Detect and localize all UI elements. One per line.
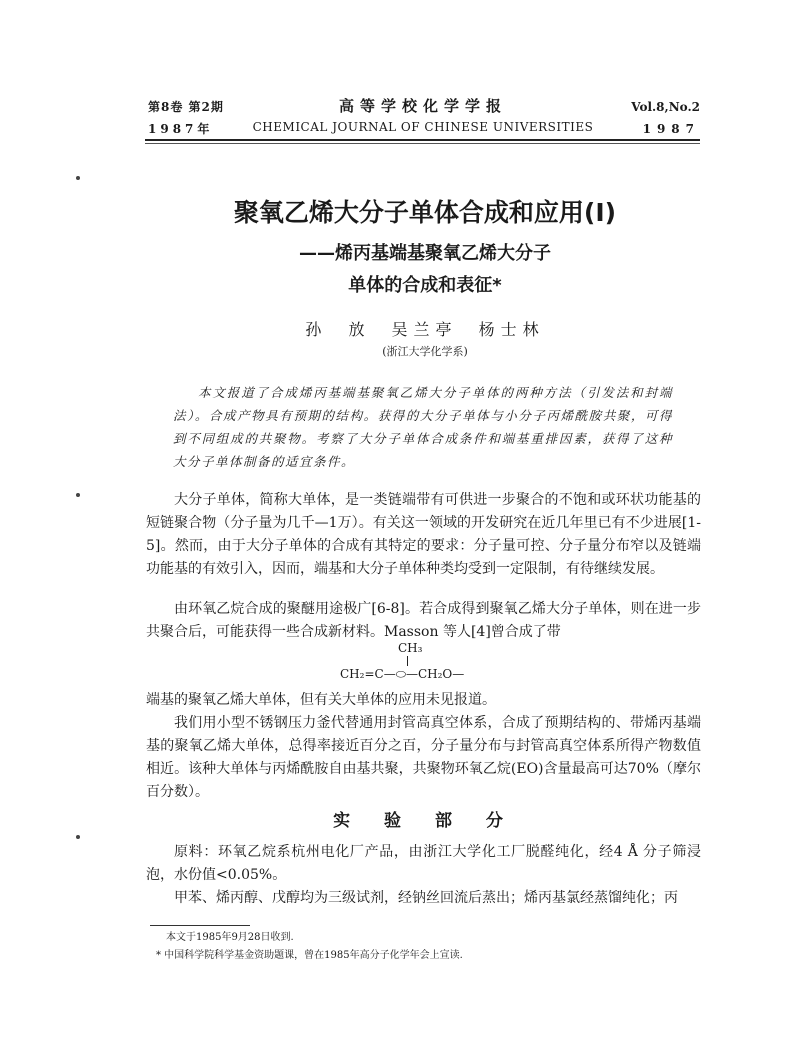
formula-bond [407, 656, 408, 666]
chemical-formula [340, 641, 580, 687]
footnote-received: 本文于1985年9月28日收到. [166, 932, 294, 943]
header-volume-block [148, 96, 224, 140]
header-rule-thin [145, 143, 700, 144]
formula-methyl: CH₃ [398, 641, 423, 655]
article-subtitle-line1: ——烯丙基端基聚氧乙烯大分子 [299, 243, 551, 264]
paragraph-endgroup: 端基的聚氧乙烯大单体，但有关大单体的应用未见报道。 [146, 692, 496, 708]
header-year-left: 1987年 [148, 122, 214, 136]
header-year-right: 1987 [642, 122, 700, 136]
paragraph-intro: 大分子单体，简称大单体，是一类链端带有可供进一步聚合的不饱和或环状功能基的短链聚合物（分子量为几千—1万）。有关这一领域的开发研究在近几年里已有不少进展[1-5]。然而，由于大分子单体的合成有其特定的要求：分子量可控、分子量分布窄以及链端功能基的有效引入，因而，端基和大分子单体种类均受到一定限制，有待继续发展。 [146, 492, 701, 577]
article-title: 聚氧乙烯大分子单体合成和应用(Ⅰ) [233, 198, 617, 227]
paragraph-method: 我们用小型不锈钢压力釜代替通用封管高真空体系，合成了预期结构的、带烯丙基端基的聚氧乙烯大单体，总得率接近百分之百，分子量分布与封管高真空体系所得产物数值相近。该种大单体与丙烯酰胺自由基共聚，共聚物环氧乙烷(EO)含量最高可达70%（摩尔百分数）。 [146, 715, 701, 800]
header-rule [145, 139, 700, 141]
formula-chain: CH₂=C—⬭—CH₂O— [340, 667, 465, 681]
header-issue-block [631, 96, 700, 140]
margin-mark [76, 493, 80, 497]
affiliation: (浙江大学化学系) [382, 345, 468, 358]
footnote-funding: * 中国科学院科学基金资助题课，曾在1985年高分子化学年会上宣读. [156, 950, 463, 961]
paragraph-reagents: 甲苯、烯丙醇、戊醇均为三级试剂，经钠丝回流后蒸出；烯丙基氯经蒸馏纯化；丙 [174, 890, 678, 906]
section-title: 实 验 部 分 [333, 811, 517, 831]
authors: 孙 放 吴兰亭 杨士林 [305, 320, 545, 339]
header-volume: 第8卷 第2期 [148, 100, 224, 114]
paragraph-polyether: 由环氧乙烷合成的聚醚用途极广[6-8]。若合成得到聚氧乙烯大分子单体，则在进一步共聚合后，可能获得一些合成新材料。Masson 等人[4]曾合成了带 [146, 601, 701, 640]
header-vol-no: Vol.8,No.2 [631, 100, 700, 114]
paragraph-materials: 原料：环氧乙烷系杭州电化厂产品，由浙江大学化工厂脱醛纯化，经4 Å 分子筛浸泡，水份值<0.05%。 [146, 844, 701, 883]
article-subtitle-line2: 单体的合成和表征* [348, 275, 502, 296]
margin-mark [76, 835, 80, 839]
journal-title-en: CHEMICAL JOURNAL OF CHINESE UNIVERSITIES [252, 120, 594, 134]
journal-title-cn: 高等学校化学学报 [338, 97, 507, 115]
footnote-rule [150, 925, 250, 926]
abstract: 本文报道了合成烯丙基端基聚氧乙烯大分子单体的两种方法（引发法和封端法）。合成产物具有预期的结构。获得的大分子单体与小分子丙烯酰胺共聚，可得到不同组成的共聚物。考察了大分子单体合成条件和端基重排因素，获得了这种大分子单体制备的适宜条件。 [173, 385, 673, 469]
margin-mark [76, 176, 80, 180]
header-journal [240, 96, 606, 138]
